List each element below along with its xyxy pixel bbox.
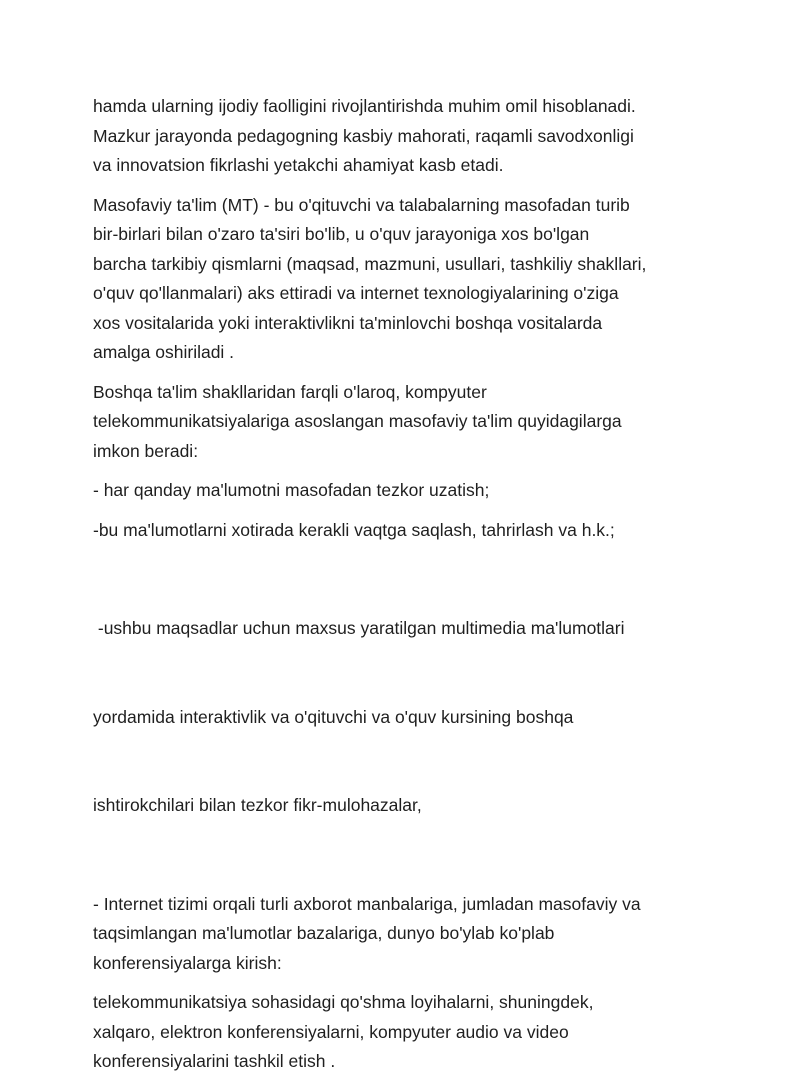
text-line: telekommunikatsiyalariga asoslangan masofaviy ta'lim quyidagilarga [93,411,622,431]
text-line: hamda ularning ijodiy faolligini rivojlantirishda muhim omil hisoblanadi. [93,96,636,116]
list-item-4 [93,890,733,979]
text-line: va innovatsion fikrlashi yetakchi ahamiyat kasb etadi. [93,155,504,175]
document-body [93,92,733,1087]
text-line: bir-birlari bilan o'zaro ta'siri bo'lib, u o'quv jarayoniga xos bo'lgan [93,224,590,244]
text-line: o'quv qo'llanmalari) aks ettiradi va internet texnologiyalarining o'ziga [93,283,619,303]
text-line: yordamida interaktivlik va o'qituvchi va o'quv kursining boshqa [93,706,574,727]
list-item-2 [93,516,733,546]
text-line: konferensiyalarini tashkil etish . [93,1051,336,1071]
text-line: taqsimlangan ma'lumotlar bazalariga, dunyo bo'ylab ko'plab [93,923,555,943]
text-line: ishtirokchilari bilan tezkor fikr-mulohazalar, [93,795,422,815]
text-line: imkon beradi: [93,440,199,461]
text-line: - Internet tizimi orqali turli axborot manbalariga, jumladan masofaviy va [93,893,641,914]
text-line: - har qanday ma'lumotni masofadan tezkor uzatish; [93,480,490,500]
text-line: telekommunikatsiya sohasidagi qo'shma loyihalarni, shuningdek, [93,992,594,1012]
text-line: Boshqa ta'lim shakllaridan farqli o'laroq, kompyuter [93,381,487,402]
text-line: konferensiyalarga kirish: [93,952,282,973]
text-line: xalqaro, elektron konferensiyalarni, kompyuter audio va video [93,1021,569,1042]
paragraph-4 [93,988,733,1077]
list-item-3 [93,555,733,880]
text-line: Masofaviy ta'lim (MT) - bu o'qituvchi va talabalarning masofadan turib [93,194,630,215]
text-line: xos vositalarida yoki interaktivlikni ta'minlovchi boshqa vositalarda [93,312,603,333]
text-line: amalga oshiriladi . [93,342,235,362]
list-item-1 [93,476,733,506]
text-line: barcha tarkibiy qismlarni (maqsad, mazmuni, usullari, tashkiliy shakllari, [93,253,647,274]
paragraph-1 [93,92,733,181]
paragraph-2 [93,191,733,368]
text-line: Mazkur jarayonda pedagogning kasbiy mahorati, raqamli savodxonligi [93,125,634,146]
text-line: -bu ma'lumotlarni xotirada kerakli vaqtga saqlash, tahrirlash va h.k.; [93,519,615,540]
paragraph-3 [93,378,733,467]
text-line: -ushbu maqsadlar uchun maxsus yaratilgan multimedia ma'lumotlari [93,618,625,638]
